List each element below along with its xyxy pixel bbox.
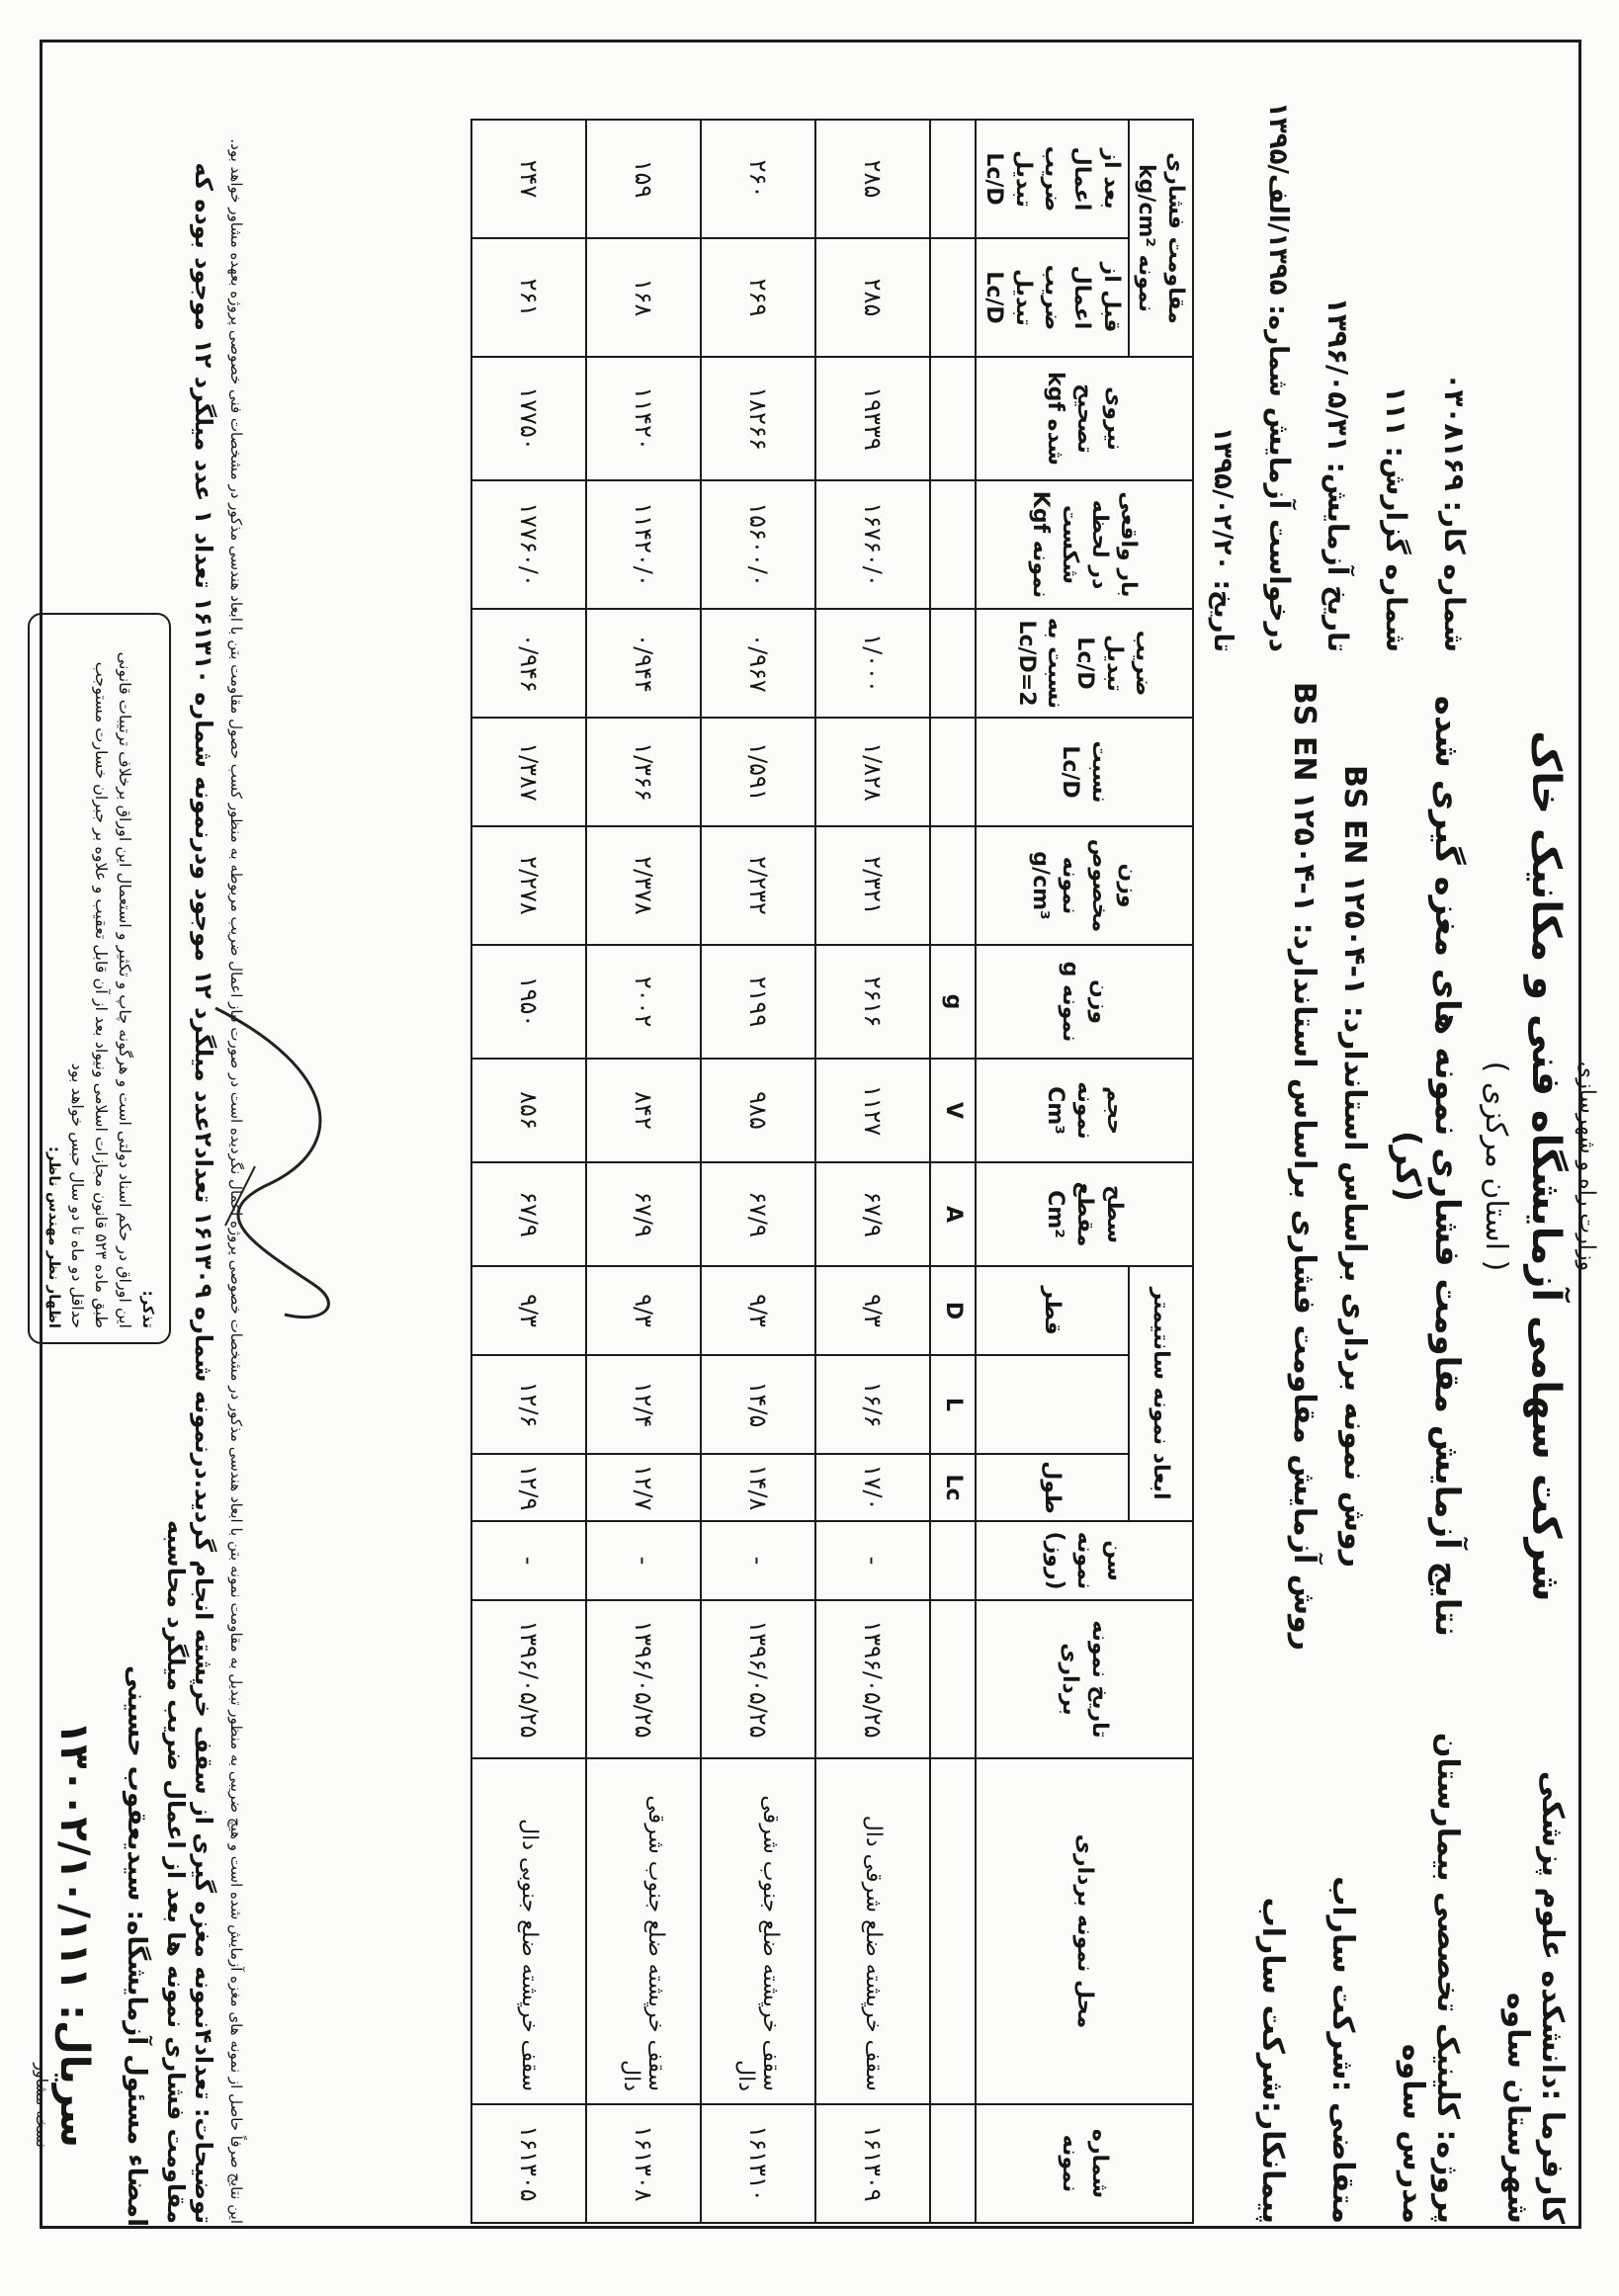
cell-density: ۲/۳۷۸	[586, 826, 701, 945]
cell-location: سقف خرپشته ضلع شرقی دال	[815, 1758, 930, 2104]
table-row	[815, 120, 930, 2223]
th-ratio: نسبت Lc/D	[976, 718, 1193, 826]
cell-load: ۱۷۷۶۰/۰	[471, 480, 586, 609]
cell-sampling-date: ۱۳۹۶/۰۵/۲۵	[815, 1600, 930, 1758]
sym-a: A	[930, 1162, 976, 1266]
cell-weight: ۱۹۵۰	[471, 945, 586, 1059]
cell-density: ۲/۳۲۱	[815, 826, 930, 945]
cell-sampling-date: ۱۳۹۶/۰۵/۲۵	[471, 1600, 586, 1758]
cell-volume: ۸۴۲	[586, 1059, 701, 1162]
cell-density: ۲/۲۷۸	[471, 826, 586, 945]
note-title: تذکر:	[139, 1290, 157, 1328]
cell-ratio: ۱/۵۹۱	[701, 718, 815, 826]
report-number: شماره گزارش: ۱۱۱	[1380, 385, 1412, 652]
report-title: نتایج آزمایش مقاومت فشاری نمونه های مغزه گیری شده (کر)	[1388, 695, 1467, 1638]
cell-sample-no: ۱۶۱۳۱۰	[701, 2104, 815, 2223]
test-date: تاریخ آزمایش: ۱۳۹۶/۰۵/۳۱	[1321, 297, 1354, 652]
cell-corrected: ۱۹۳۳۹	[815, 357, 930, 480]
footnote: این نتایج صرفاً حاصل از نمونه های مغزه آزمایش شده است و هیچ ضریبی به منظور تبدیل به مقاومت نمونه بتن با ابعاد هندسی مذکور در مشخصات خصوصی پروژه اعمال نگردیده است در صورت نیاز اعمال ضریب مربوطه به منظور کسب حصول مقاومت بتن با ابعاد هندسی مذکور در مشخصات فنی خصوصی پروژه بعهده مشاور خواهد بود.	[227, 138, 245, 2224]
cell-age: -	[815, 1521, 930, 1600]
th-area: سطح مقطع Cm²	[976, 1162, 1193, 1266]
th-load: بار واقعی در لحظه شکست نمونه Kgf	[976, 480, 1193, 609]
cell-sampling-date: ۱۳۹۶/۰۵/۲۵	[586, 1600, 701, 1758]
request-number-label: شماره:	[1263, 304, 1293, 397]
cell-after: ۲۸۵	[815, 120, 930, 238]
cell-diameter: ۹/۳	[586, 1266, 701, 1355]
cell-l: ۱۴/۵	[701, 1355, 815, 1454]
project-line: پروژه: کلینیک تخصصی بیمارستان مدرس ساوه	[1396, 1732, 1465, 2224]
cell-location: سقف خرپشته ضلع جنوب شرقی دال	[701, 1758, 815, 2104]
table-row	[471, 120, 586, 2223]
serial-stamp	[33, 1721, 97, 2148]
th-sample-no: شماره نمونه	[976, 2104, 1193, 2223]
note-text: این اوراق در حکم اسناد دولتی است و هرگونه چاپ و تکثیر و استعمال این اوراق برخلاف ترتیبات قانونی طبق ماده ۵۲۳ قانون مجازات اسلامی ونیواد بعد از آن قابل تعقیب و علاوه بر جبران خسارت مستوجب حداقل دو ماه تا دو سال حبس خواهد بود	[68, 651, 135, 1328]
sym-lc: Lc	[930, 1454, 976, 1521]
legal-note-box	[28, 613, 171, 1344]
cell-volume: ۱۱۲۷	[815, 1059, 930, 1162]
cell-sampling-date: ۱۳۹۶/۰۵/۲۵	[701, 1600, 815, 1758]
th-corrected-force: نیروی تصحیح شده kgf	[976, 357, 1193, 480]
th-before: قبل از اعمال ضریب تبدیل Lc/D	[976, 238, 1128, 357]
report-meta	[1182, 40, 1471, 652]
cell-corrected: ۱۱۴۲۰	[586, 357, 701, 480]
cell-volume: ۹۸۵	[701, 1059, 815, 1162]
th-after: بعد از اعمال ضریب تبدیل Lc/D	[976, 120, 1128, 238]
cell-ratio: ۱/۳۸۷	[471, 718, 586, 826]
cell-ratio: ۱/۸۲۸	[815, 718, 930, 826]
cell-before: ۲۶۱	[471, 238, 586, 357]
cell-corrected: ۱۸۲۶۶	[701, 357, 815, 480]
cell-diameter: ۹/۳	[815, 1266, 930, 1355]
cell-weight: ۲۶۱۶	[815, 945, 930, 1059]
handwritten-signature-mark	[176, 988, 374, 1344]
cell-load: ۱۱۴۲۰/۰	[586, 480, 701, 609]
request-label: درخواست آزمایش	[1263, 406, 1296, 652]
applicant-line: متقاضی :شرکت ساراب	[1325, 1876, 1360, 2224]
cell-l: ۱۲/۶	[471, 1355, 586, 1454]
cell-age: -	[471, 1521, 586, 1600]
cell-ratio: ۱/۳۶۶	[586, 718, 701, 826]
job-number: شماره کار: ۰۳۰۸۱۶۹	[1438, 373, 1471, 652]
contractor-line: پیمانکار:شرکت ساراب	[1255, 1897, 1290, 2224]
province-name: ( استان مرکزی )	[1479, 1061, 1513, 1272]
cell-l: ۱۲/۴	[586, 1355, 701, 1454]
cell-area: ۶۷/۹	[815, 1162, 930, 1266]
engineer-opinion-label: اظهار نظر مهندس ناظر:	[45, 1146, 64, 1328]
cell-weight: ۲۰۰۲	[586, 945, 701, 1059]
cell-age: -	[701, 1521, 815, 1600]
th-length: طول	[976, 1454, 1128, 1521]
cell-sample-no: ۱۶۱۳۰۹	[815, 2104, 930, 2223]
cell-age: -	[586, 1521, 701, 1600]
project-info	[1220, 1641, 1570, 2224]
cell-location: سقف خرپشته ضلع جنوبی دال	[471, 1758, 586, 2104]
cell-lc: ۱۲/۷	[586, 1454, 701, 1521]
cell-after: ۲۶۰	[701, 120, 815, 238]
ministry-name: وزارت راه و شهرسازی	[1575, 1061, 1599, 1272]
lab-signature: امضاء مسئول آزمایشگاه: سیدیعقوب حسینی	[122, 1664, 151, 2227]
serial-text: سریال: ۱۳۰۰۲/۱۰/۱۱۱	[51, 1720, 97, 2148]
th-volume: حجم نمونه Cm³	[976, 1059, 1193, 1162]
cell-area: ۶۷/۹	[701, 1162, 815, 1266]
employer-line: کارفرما :دانشکده علوم پزشکی شهرستان ساوه	[1500, 1770, 1570, 2224]
cell-lc: ۱۲/۹	[471, 1454, 586, 1521]
cell-before: ۲۸۵	[815, 238, 930, 357]
company-name: شرکت سهامی آزمایشگاه فنی و مکانیک خاک	[1523, 730, 1569, 1602]
cell-diameter: ۹/۳	[471, 1266, 586, 1355]
cell-weight: ۲۱۹۹	[701, 945, 815, 1059]
sym-g: g	[930, 945, 976, 1059]
request-number: ۱۳۹۵/الف/۱۳۹۵	[1263, 102, 1293, 296]
cell-sample-no: ۱۶۱۳۰۵	[471, 2104, 586, 2223]
th-diameter: قطر	[976, 1266, 1128, 1355]
cell-factor: ۰/۹۶۷	[701, 609, 815, 718]
cell-load: ۱۶۷۶۰/۰	[815, 480, 930, 609]
th-weight: وزن نمونه g	[976, 945, 1193, 1059]
th-sampling-date: تاریخ نمونه برداری	[976, 1600, 1193, 1758]
cell-l: ۱۶/۶	[815, 1355, 930, 1454]
cell-factor: ۰/۹۴۴	[586, 609, 701, 718]
cell-corrected: ۱۷۷۵۰	[471, 357, 586, 480]
cell-after: ۱۵۹	[586, 120, 701, 238]
th-location: محل نمونه برداری	[976, 1758, 1193, 2104]
request-date-label: تاریخ:	[1208, 579, 1237, 652]
th-factor: ضریب تبدیل Lc/D نسبت به Lc/D=2	[976, 609, 1193, 718]
results-table	[470, 119, 1194, 2224]
explanation: توضیحات: تعداد۴نمونه مغزه گیری از سقف خرپشته انجام گردید.درنمونه شماره ۱۶۱۳۰۹ تعداد۲عدد میلگرد ۱۲ موجود ودرنمونه شماره ۱۶۱۳۱۰ تعداد ۱ عدد میلگرد ۱۲ موجود بوده که مقاومت فشاری نمونه ها بعد از اعمال ضریب میلگرد محاسبه	[162, 162, 217, 2224]
cell-diameter: ۹/۳	[701, 1266, 815, 1355]
cell-volume: ۸۵۶	[471, 1059, 586, 1162]
test-method: روش آزمایش مقاومت فشاری براساس استاندارد: BS EN ۱۲۵۰۴-۱	[1287, 681, 1321, 1652]
th-length-empty	[976, 1355, 1128, 1454]
cell-factor: ۱/۰۰۰	[815, 609, 930, 718]
title-block	[1287, 672, 1599, 1660]
table-row	[701, 120, 815, 2223]
cell-area: ۶۷/۹	[586, 1162, 701, 1266]
table-row	[586, 120, 701, 2223]
sym-v: V	[930, 1059, 976, 1162]
cell-area: ۶۷/۹	[471, 1162, 586, 1266]
sym-d: D	[930, 1266, 976, 1355]
cell-load: ۱۵۶۰۰/۰	[701, 480, 815, 609]
cell-factor: ۰/۹۴۶	[471, 609, 586, 718]
cell-sample-no: ۱۶۱۳۰۸	[586, 2104, 701, 2223]
th-age: سن نمونه (روز)	[976, 1521, 1193, 1600]
sym-l: L	[930, 1355, 976, 1454]
cell-before: ۱۶۸	[586, 238, 701, 357]
request-date: ۱۳۹۵/۰۲/۲۰	[1208, 426, 1237, 571]
cell-lc: ۱۴/۸	[701, 1454, 815, 1521]
th-strength: مقاومت فشاری نمونه kg/cm²	[1129, 120, 1193, 357]
cell-before: ۲۶۹	[701, 238, 815, 357]
copy-label: نسخه مشاور	[33, 2063, 51, 2148]
cell-density: ۲/۲۳۲	[701, 826, 815, 945]
th-dimensions: ابعاد نمونه سانتیمتر	[1129, 1266, 1193, 1521]
th-density: وزن مخصوص نمونه g/cm³	[976, 826, 1193, 945]
cell-after: ۲۴۷	[471, 120, 586, 238]
sampling-method: روش نمونه برداری براساس استاندارد: BS EN ۱۲۵۰۴-۱	[1337, 764, 1372, 1569]
cell-location: سقف خرپشته ضلع جنوب شرقی دال	[586, 1758, 701, 2104]
cell-lc: ۱۷/۰	[815, 1454, 930, 1521]
